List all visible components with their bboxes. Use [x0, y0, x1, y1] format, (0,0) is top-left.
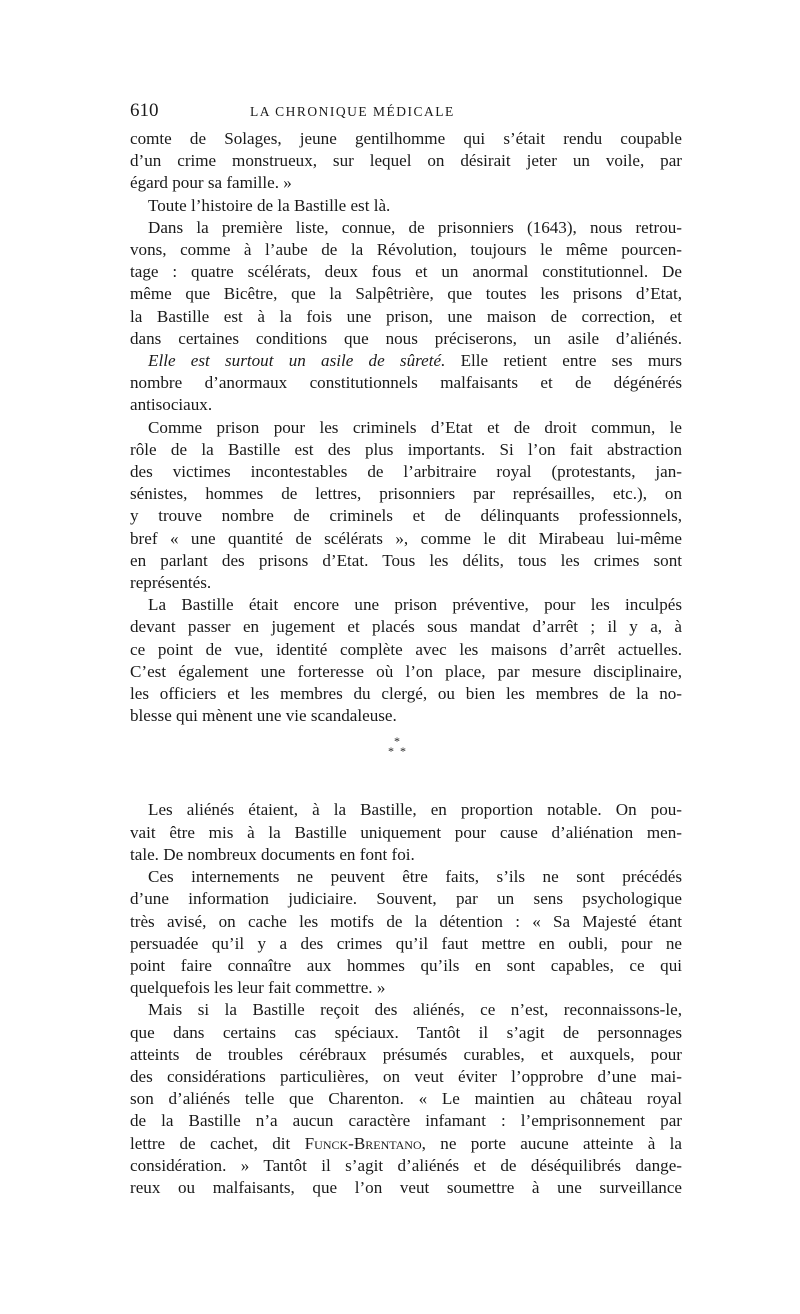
text-line — [130, 1088, 682, 1110]
text-line-content: bref « une quantité de scélérats », comme le dit Mirabeau lui-même — [130, 528, 682, 548]
text-line-content: Toute l’histoire de la Bastille est là. — [148, 195, 391, 215]
text-line — [130, 505, 682, 527]
page-number: 610 — [130, 100, 159, 121]
text-line — [130, 283, 682, 305]
text-line — [130, 306, 682, 328]
text-line — [130, 888, 682, 910]
text-line — [130, 639, 682, 661]
text-line-content: Ces internements ne peuvent être faits, s’ils ne sont précédés — [148, 867, 682, 887]
text-line-content: la Bastille est à la fois une prison, une maison de correction, et — [130, 306, 682, 326]
text-line-content: considération. » Tantôt il s’agit d’aliénés et de déséquilibrés dange- — [130, 1155, 682, 1175]
text-line — [130, 483, 682, 505]
text-line — [130, 261, 682, 283]
asterism-star: * — [394, 734, 400, 749]
author-name-small-caps: Funck-Brentano — [304, 1133, 422, 1153]
text-line-content: dans certaines conditions que nous préciserons, un asile d’aliénés. — [130, 328, 682, 348]
text-line — [130, 350, 682, 372]
text-line — [130, 239, 682, 261]
text-line — [130, 172, 682, 194]
text-line — [130, 128, 682, 150]
text-line-content: Elle retient entre ses murs — [445, 351, 683, 371]
text-line — [130, 328, 682, 350]
text-line — [130, 150, 682, 172]
text-line-content: que dans certains cas spéciaux. Tantôt il s’agit de personnages — [130, 1022, 682, 1042]
text-line-content: La Bastille était encore une prison préventive, pour les inculpés — [148, 595, 682, 615]
body-text-section-2 — [130, 799, 682, 1199]
text-line — [130, 999, 682, 1021]
text-line-content: de la Bastille n’a aucun caractère infamant : l’emprisonnement par — [130, 1111, 682, 1131]
text-line — [130, 1133, 682, 1155]
text-line — [130, 1066, 682, 1088]
text-line-content: reux ou malfaisants, que l’on veut soumettre à une surveillance — [130, 1177, 682, 1197]
text-line-content: Comme prison pour les criminels d’Etat et de droit commun, le — [148, 417, 682, 437]
text-line-content: des victimes incontestables de l’arbitraire royal (protestants, jan- — [130, 462, 682, 482]
text-line-content: comte de Solages, jeune gentilhomme qui s’était rendu coupable — [130, 129, 682, 148]
text-line — [130, 866, 682, 888]
text-line-content: ce point de vue, identité complète avec les maisons d’arrêt actuelles. — [130, 639, 682, 659]
text-line — [130, 933, 682, 955]
text-line-content: Mais si la Bastille reçoit des aliénés, ce n’est, reconnaissons-le, — [148, 1000, 682, 1020]
text-line — [130, 217, 682, 239]
text-line — [130, 705, 682, 727]
text-line-content: nombre d’anormaux constitutionnels malfaisants et de dégénérés — [130, 373, 682, 393]
text-line-content: d’un crime monstrueux, sur lequel on désirait jeter un voile, par — [130, 151, 682, 171]
text-line — [130, 195, 682, 217]
text-line — [130, 661, 682, 683]
text-line — [130, 394, 682, 416]
text-line-continuation: , ne porte aucune atteinte à la — [421, 1133, 682, 1153]
text-line — [130, 844, 682, 866]
text-line — [130, 572, 682, 594]
text-line-content: rôle de la Bastille est des plus importants. Si l’on fait abstraction — [130, 439, 682, 459]
text-line — [130, 1155, 682, 1177]
text-line-content: d’une information judiciaire. Souvent, par un sens psychologique — [130, 889, 682, 909]
text-line-content: persuadée qu’il y a des crimes qu’il faut mettre en oubli, pour ne — [130, 933, 682, 953]
text-line-content: Les aliénés étaient, à la Bastille, en proportion notable. On pou- — [148, 800, 682, 820]
text-line-content: lettre de cachet, dit — [130, 1133, 305, 1153]
page — [130, 100, 682, 1199]
text-line-content: représentés. — [130, 573, 212, 593]
text-line — [130, 911, 682, 933]
text-line — [130, 550, 682, 572]
text-line-content: point faire connaître aux hommes qu’ils en sont capables, ce qui — [130, 955, 682, 975]
body-text-section-1 — [130, 128, 682, 727]
page-header — [130, 100, 682, 128]
text-line-content: sénistes, hommes de lettres, prisonniers par représailles, etc.), on — [130, 484, 682, 504]
asterism — [130, 727, 682, 799]
text-line-content: vons, comme à l’aube de la Révolution, toujours le même pourcen- — [130, 240, 682, 260]
text-line-content: tage : quatre scélérats, deux fous et un anormal constitutionnel. De — [130, 262, 682, 282]
text-line — [130, 683, 682, 705]
text-line — [130, 417, 682, 439]
text-line — [130, 1044, 682, 1066]
text-line-content: antisociaux. — [130, 395, 213, 415]
text-line-content: les officiers et les membres du clergé, ou bien les membres de la no- — [130, 684, 682, 704]
text-line-content: égard pour sa famille. » — [130, 173, 292, 193]
text-line — [130, 461, 682, 483]
text-line-content: atteints de troubles cérébraux présumés curables, et auxquels, pour — [130, 1044, 682, 1064]
text-line-content: C’est également une forteresse où l’on place, par mesure disciplinaire, — [130, 661, 682, 681]
text-line — [130, 372, 682, 394]
text-line-content: très avisé, on cache les motifs de la détention : « Sa Majesté étant — [130, 911, 682, 931]
text-line-content: Dans la première liste, connue, de prisonniers (1643), nous retrou- — [148, 217, 682, 237]
text-line — [130, 1110, 682, 1132]
text-line-content: même que Bicêtre, que la Salpêtrière, que toutes les prisons d’Etat, — [130, 284, 682, 304]
text-line-content: devant passer en jugement et placés sous mandat d’arrêt ; il y a, à — [130, 617, 682, 637]
text-line — [130, 1177, 682, 1199]
text-line — [130, 799, 682, 821]
text-line-content: quelquefois les leur fait commettre. » — [130, 978, 386, 998]
text-line — [130, 528, 682, 550]
text-line-content: y trouve nombre de criminels et de délinquants professionnels, — [130, 506, 682, 526]
text-line — [130, 594, 682, 616]
text-line — [130, 822, 682, 844]
text-line-content: des considérations particulières, on veut éviter l’opprobre d’une mai- — [130, 1066, 682, 1086]
text-line-content: son d’aliénés telle que Charenton. « Le maintien au château royal — [130, 1089, 682, 1109]
text-line — [130, 1022, 682, 1044]
asterism-star: * — [388, 744, 394, 759]
text-line-content: en parlant des prisons d’Etat. Tous les délits, tous les crimes sont — [130, 550, 682, 570]
running-title: LA CHRONIQUE MÉDICALE — [250, 104, 455, 119]
asterism-star: * — [400, 744, 406, 759]
text-line-content: blesse qui mènent une vie scandaleuse. — [130, 706, 397, 726]
text-line — [130, 616, 682, 638]
text-line — [130, 439, 682, 461]
text-line-content: vait être mis à la Bastille uniquement pour cause d’aliénation men- — [130, 822, 682, 842]
text-line — [130, 955, 682, 977]
text-line-content: tale. De nombreux documents en font foi. — [130, 844, 415, 864]
text-line — [130, 977, 682, 999]
italic-phrase: Elle est surtout un asile de sûreté. — [148, 351, 446, 371]
